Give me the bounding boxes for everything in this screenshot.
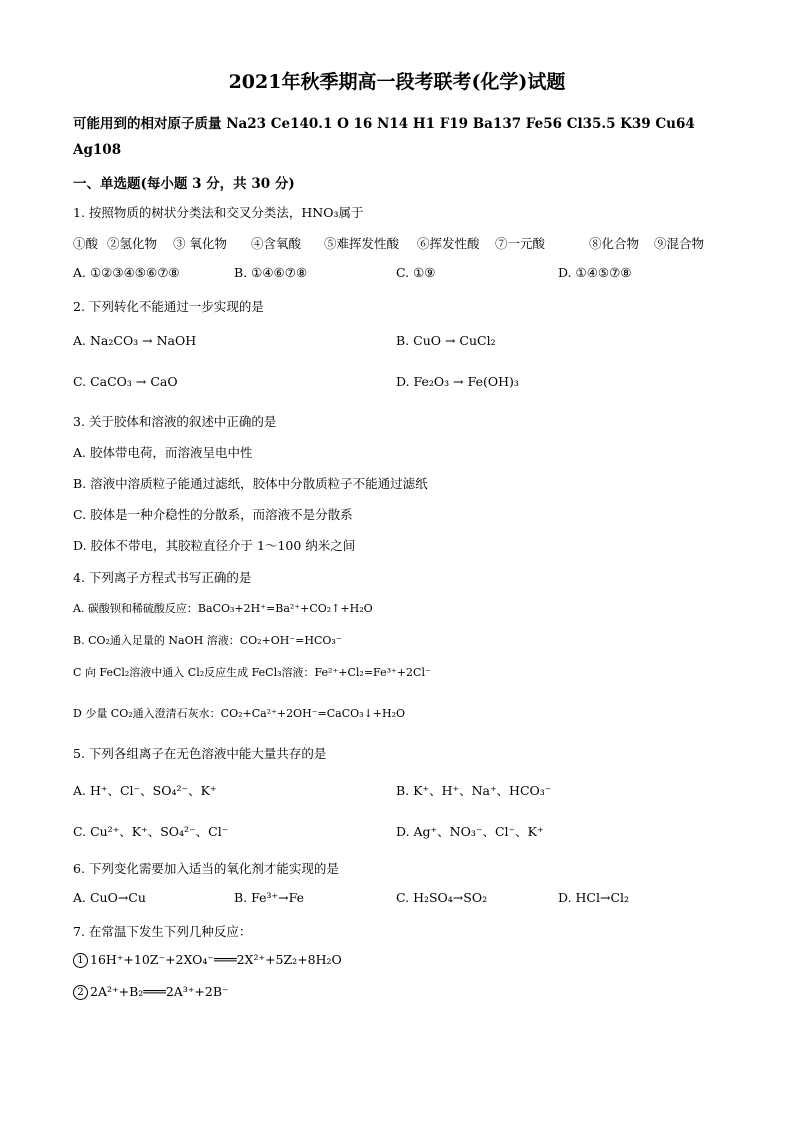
q3-option-b: B. 溶液中溶质粒子能通过滤纸，胶体中分散质粒子不能通过滤纸 — [73, 476, 428, 491]
q1-item: ④含氧酸 — [251, 236, 302, 251]
q1-option-b: B. ①④⑥⑦⑧ — [234, 265, 308, 280]
q1-item: ⑥挥发性酸 — [417, 236, 480, 251]
reaction-1-text: 16H⁺+10Z⁻+2XO₄⁻═══2X²⁺+5Z₂+8H₂O — [90, 952, 342, 967]
q1-item: ⑨混合物 — [654, 236, 705, 251]
q3-option-c: C. 胶体是一种介稳性的分散系，而溶液不是分散系 — [73, 507, 353, 522]
q6-stem: 6. 下列变化需要加入适当的氧化剂才能实现的是 — [73, 861, 339, 876]
q5-option-c: C. Cu²⁺、K⁺、SO₄²⁻、Cl⁻ — [73, 824, 229, 839]
q4-stem: 4. 下列离子方程式书写正确的是 — [73, 570, 252, 585]
q6-option-b: B. Fe³⁺→Fe — [234, 890, 304, 905]
q4-option-c: C 向 FeCl₂溶液中通入 Cl₂反应生成 FeCl₃溶液：Fe²⁺+Cl₂=Fe³⁺+2Cl⁻ — [73, 666, 431, 679]
q3-option-a: A. 胶体带电荷，而溶液呈电中性 — [73, 445, 253, 460]
q3-stem: 3. 关于胶体和溶液的叙述中正确的是 — [73, 414, 277, 429]
q1-item: ⑦一元酸 — [495, 236, 546, 251]
q1-item: ②氢化物 — [107, 236, 158, 251]
q5-option-b: B. K⁺、H⁺、Na⁺、HCO₃⁻ — [396, 783, 552, 798]
circled-number-2: 2 — [73, 985, 88, 1000]
q1-option-a: A. ①②③④⑤⑥⑦⑧ — [73, 265, 180, 280]
q4-option-b: B. CO₂通入足量的 NaOH 溶液：CO₂+OH⁻=HCO₃⁻ — [73, 634, 342, 647]
q1-option-d: D. ①④⑤⑦⑧ — [558, 265, 632, 280]
q1-item: ③ 氧化物 — [173, 236, 227, 251]
q7-reaction-2 — [73, 984, 229, 1000]
reaction-2-text: 2A²⁺+B₂═══2A³⁺+2B⁻ — [90, 984, 229, 999]
page-title: 2021年秋季期高一段考联考(化学)试题 — [228, 71, 566, 93]
q6-option-c: C. H₂SO₄→SO₂ — [396, 890, 488, 905]
q1-item: ①酸 — [73, 236, 99, 251]
q2-option-a: A. Na₂CO₃ → NaOH — [73, 333, 197, 348]
atomic-mass-line-2: Ag108 — [73, 142, 122, 158]
q7-stem: 7. 在常温下发生下列几种反应： — [73, 924, 252, 939]
circled-number-1: 1 — [73, 953, 88, 968]
q1-option-c: C. ①⑨ — [396, 265, 436, 280]
q4-option-d: D 少量 CO₂通入澄清石灰水：CO₂+Ca²⁺+2OH⁻=CaCO₃↓+H₂O — [73, 707, 406, 720]
q4-option-a: A. 碳酸钡和稀硫酸反应：BaCO₃+2H⁺=Ba²⁺+CO₂↑+H₂O — [73, 602, 373, 615]
atomic-mass-line-1: 可能用到的相对原子质量 Na23 Ce140.1 O 16 N14 H1 F19 Ba137 Fe56 Cl35.5 K39 Cu64 — [73, 116, 695, 132]
q6-option-d: D. HCl→Cl₂ — [558, 890, 630, 905]
q1-item: ⑤难挥发性酸 — [324, 236, 400, 251]
section-heading: 一、单选题(每小题 3 分，共 30 分) — [73, 176, 295, 192]
q2-stem: 2. 下列转化不能通过一步实现的是 — [73, 299, 264, 314]
q3-option-d: D. 胶体不带电，其胶粒直径介于 1～100 纳米之间 — [73, 538, 356, 553]
q2-option-d: D. Fe₂O₃ → Fe(OH)₃ — [396, 374, 519, 389]
q5-option-a: A. H⁺、Cl⁻、SO₄²⁻、K⁺ — [73, 783, 217, 798]
q2-option-c: C. CaCO₃ → CaO — [73, 374, 178, 389]
q5-stem: 5. 下列各组离子在无色溶液中能大量共存的是 — [73, 746, 327, 761]
q2-option-b: B. CuO → CuCl₂ — [396, 333, 496, 348]
q1-stem: 1. 按照物质的树状分类法和交叉分类法，HNO₃属于 — [73, 205, 364, 220]
q7-reaction-1 — [73, 952, 342, 968]
q6-option-a: A. CuO→Cu — [73, 890, 146, 905]
q5-option-d: D. Ag⁺、NO₃⁻、Cl⁻、K⁺ — [396, 824, 544, 839]
q1-item: ⑧化合物 — [589, 236, 640, 251]
